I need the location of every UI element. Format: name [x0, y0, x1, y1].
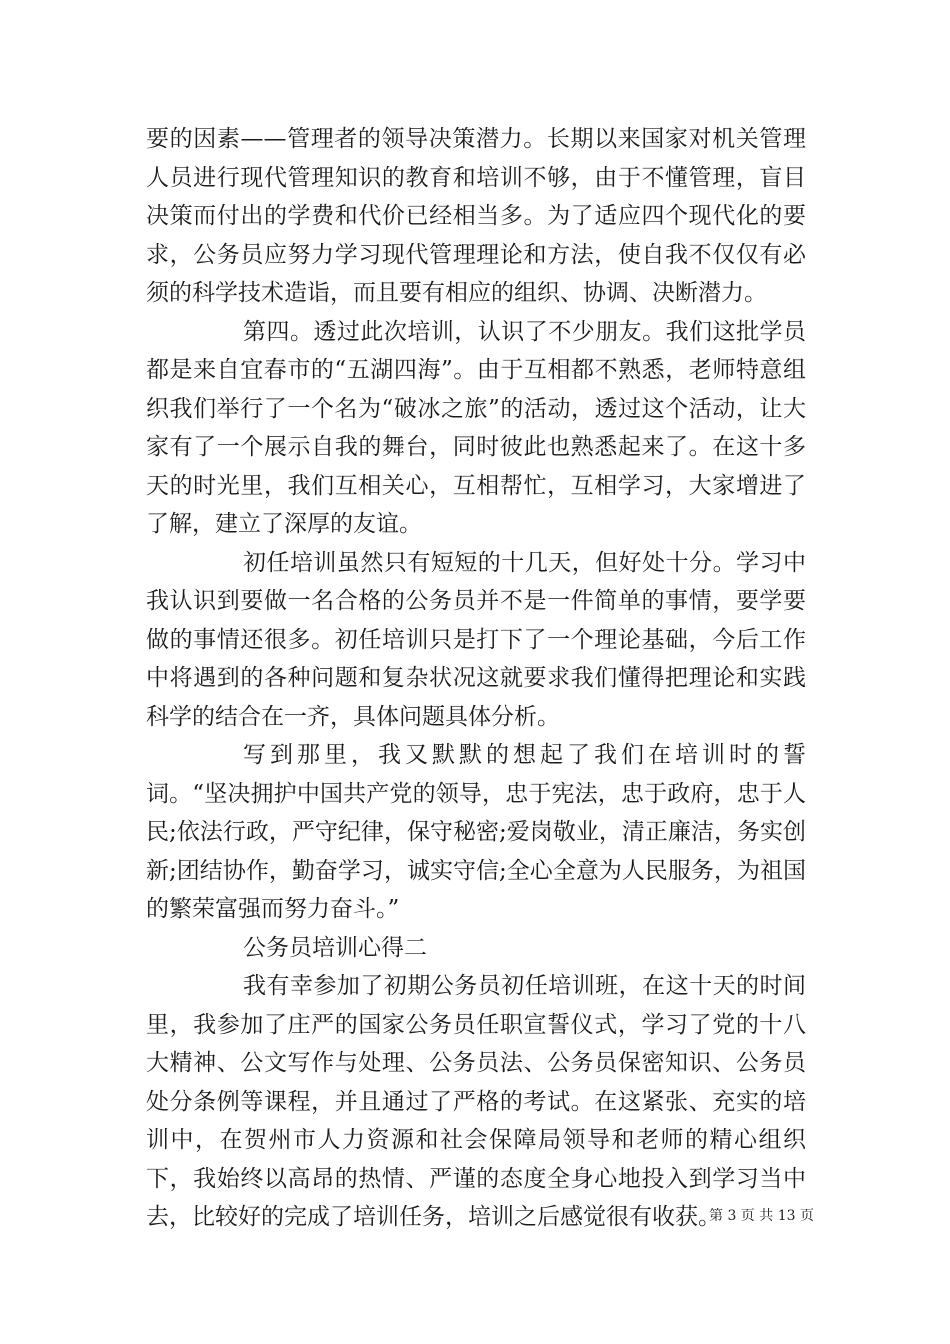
paragraph-fourth-friends: 第四。透过此次培训，认识了不少朋友。我们这批学员都是来自宜春市的“五湖四海”。由于互相都不熟悉，老师特意组织我们举行了一个名为“破冰之旅”的活动，透过这个活动，让大家有了一个展示自我的舞台，同时彼此也熟悉起来了。在这十多天的时光里，我们互相关心，互相帮忙，互相学习，大家增进了了解，建立了深厚的友谊。	[146, 318, 806, 537]
paragraph-oath: 写到那里，我又默默的想起了我们在培训时的誓词。“坚决拥护中国共产党的领导，忠于宪法，忠于政府，忠于人民;依法行政，严守纪律，保守秘密;爱岗敬业，清正廉洁，务实创新;团结协作，勤奋学习，诚实守信;全心全意为人民服务，为祖国的繁荣富强而努力奋斗。”	[146, 742, 806, 922]
paragraph-second-essay-intro: 我有幸参加了初期公务员初任培训班，在这十天的时间里，我参加了庄严的国家公务员任职宣誓仪式，学习了党的十八大精神、公文写作与处理、公务员法、公务员保密知识、公务员处分条例等课程，并且通过了严格的考试。在这紧张、充实的培训中，在贺州市人力资源和社会保障局领导和老师的精心组织下，我始终以高昂的热情、严谨的态度全身心地投入到学习当中去，比较好的完成了培训任务，培训之后感觉很有收获。	[146, 973, 806, 1230]
page-number: 第 3 页 共 13 页	[709, 1208, 814, 1224]
paragraph-training-summary: 初任培训虽然只有短短的十几天，但好处十分。学习中我认识到要做一名合格的公务员并不是一件简单的事情，要学要做的事情还很多。初任培训只是打下了一个理论基础，今后工作中将遇到的各种问题和复杂状况这就要求我们懂得把理论和实践科学的结合在一齐，具体问题具体分析。	[146, 549, 806, 730]
paragraph-management-factors: 要的因素——管理者的领导决策潜力。长期以来国家对机关管理人员进行现代管理知识的教育和培训不够，由于不懂管理，盲目决策而付出的学费和代价已经相当多。为了适应四个现代化的要求，公务员应努力学习现代管理理论和方法，使自我不仅仅有必须的科学技术造诣，而且要有相应的组织、协调、决断潜力。	[146, 126, 806, 306]
section-heading: 公务员培训心得二	[243, 934, 427, 961]
document-body	[146, 120, 806, 1237]
